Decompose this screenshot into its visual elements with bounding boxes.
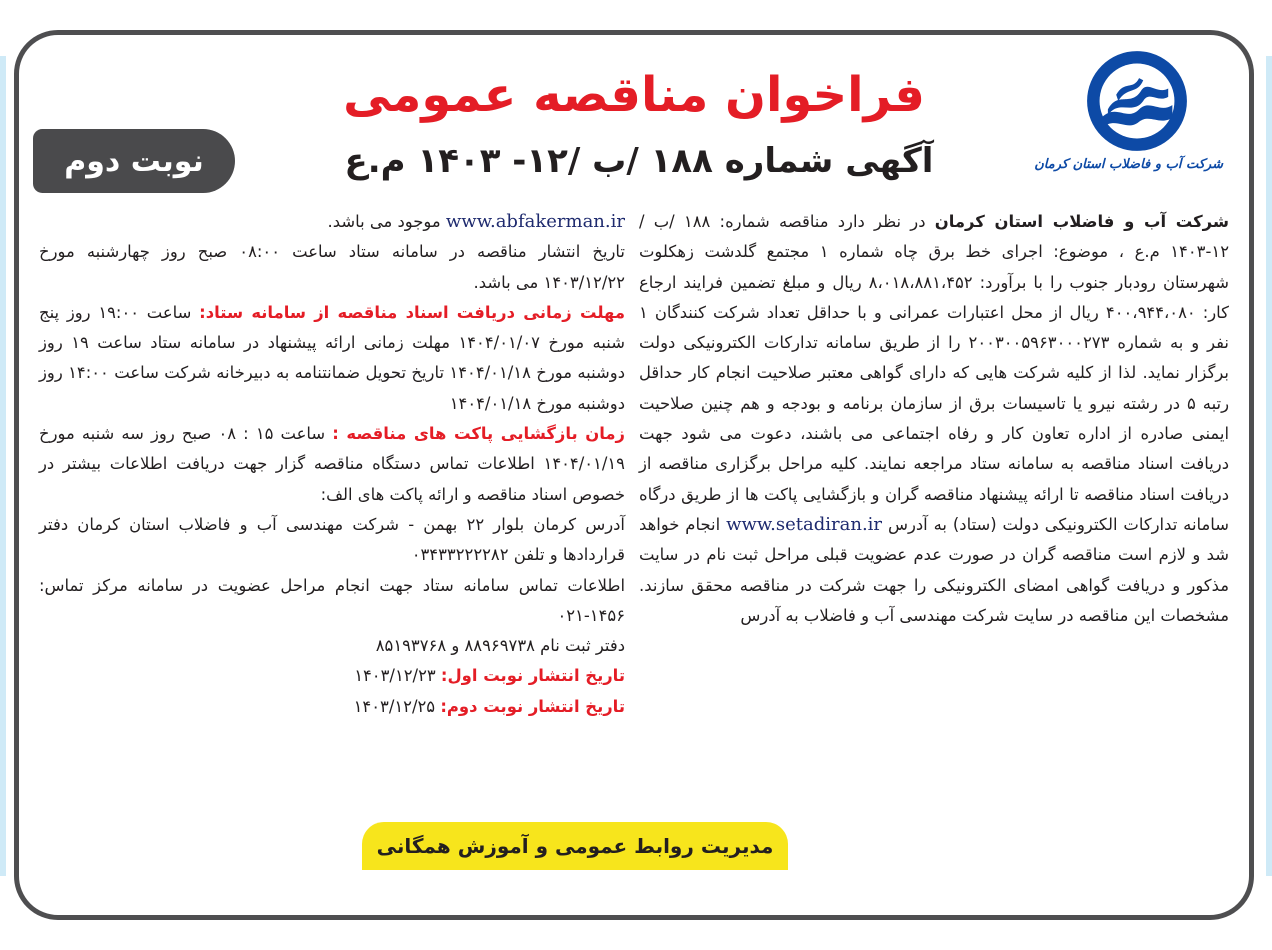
second-publication-badge: نوبت دوم: [33, 129, 235, 193]
tender-notice-card: [14, 30, 1254, 920]
deadline-text: ساعت ۱۹:۰۰ روز پنج شنبه مورخ ۱۴۰۴/۰۱/۰۷ مهلت زمانی ارائه پیشنهاد در سامانه ستاد ساعت ۱۹ روز دوشنبه مورخ ۱۴۰۴/۰۱/۱۸ تاریخ تحویل ضمانتنامه به دبیرخانه شرکت ساعت ۱۴:۰۰ روز دوشنبه مورخ ۱۴۰۴/۰۱/۱۸: [39, 302, 626, 413]
top-margin: [0, 0, 1272, 8]
abfakerman-link[interactable]: www.abfakerman.ir: [445, 211, 625, 232]
tender-requirements: انجام خواهد شد و لازم است مناقصه گران در صورت عدم عضویت قبلی مراحل ثبت نام در سایت مذکور و دریافت گواهی امضای الکترونیکی را جهت شرکت در مناقصه محقق سازند. مشخصات این مناقصه در سایت شرکت مهندسی آب و فاضلاب به آدرس: [639, 514, 1229, 625]
website-line: [39, 207, 625, 237]
second-publication: [39, 692, 625, 722]
first-publication-date: ۱۴۰۳/۱۲/۲۳: [354, 666, 436, 686]
address-info: آدرس کرمان بلوار ۲۲ بهمن - شرکت مهندسی آب و فاضلاب استان کرمان دفتر قراردادها و تلفن ۰۳۴۳۳۲۲۲۲۸۲: [39, 514, 625, 565]
setadiran-link[interactable]: www.setadiran.ir: [726, 513, 883, 535]
opening-text: ساعت ۱۵ : ۰۸ صبح روز سه شنبه مورخ ۱۴۰۴/۰۱/۱۹ اطلاعات تماس دستگاه مناقصه گزار جهت دریافت اطلاعات بیشتر در خصوص اسناد مناقصه و ارائه پاکت های الف:: [39, 424, 625, 504]
first-publication-label: تاریخ انتشار نوبت اول:: [440, 666, 625, 686]
company-name: شرکت آب و فاضلاب استان کرمان: [934, 212, 1229, 231]
notice-number: آگهی شماره ۱۸۸ /ب /۱۲- ۱۴۰۳ م.ع: [344, 141, 934, 181]
main-paragraph: [639, 207, 1229, 631]
opening-label: زمان بازگشایی پاکت های مناقصه :: [332, 424, 625, 444]
left-side-band: [0, 56, 6, 876]
left-text-column: [39, 207, 625, 722]
opening-section: [39, 419, 625, 510]
registration-info: دفتر ثبت نام ۸۸۹۶۹۷۳۸ و ۸۵۱۹۳۷۶۸: [375, 636, 625, 656]
website-line-text: موجود می باشد.: [327, 212, 441, 231]
page-title: فراخوان مناقصه عمومی: [343, 67, 925, 123]
deadline-section: [39, 298, 625, 419]
publish-info: تاریخ انتشار مناقصه در سامانه ستاد ساعت ۰۸:۰۰ صبح روز چهارشنبه مورخ ۱۴۰۳/۱۲/۲۲ می باشد.: [39, 242, 625, 292]
second-publication-label: تاریخ انتشار نوبت دوم:: [440, 696, 625, 716]
right-text-column: [639, 207, 1229, 631]
deadline-label: مهلت زمانی دریافت اسناد مناقصه از سامانه ستاد:: [199, 302, 625, 322]
footer-department: مدیریت روابط عمومی و آموزش همگانی: [362, 822, 788, 870]
second-publication-date: ۱۴۰۳/۱۲/۲۵: [353, 696, 436, 716]
tender-description: در نظر دارد مناقصه شماره: ۱۸۸ /ب /۱۲-۱۴۰۳ م.ع ، موضوع: اجرای خط برق چاه شماره ۱ مجتمع گلدشت زهکلوت شهرستان رودبار جنوب را با برآورد: ۸،۰۱۸،۸۸۱،۴۵۲ ریال و مبلغ تضمین فرایند ارجاع کار: ۴۰۰،۹۴۴،۰۸۰ ریال از محل اعتبارات عمرانی و با حداقل تعداد شرکت کنندگان ۱ نفر و به شماره ۲۰۰۳۰۰۵۹۶۳۰۰۰۲۷۳ را از طریق سامانه تدارکات الکترونیکی دولت برگزار نماید. لذا از کلیه شرکت هایی که دارای گواهی معتبر صلاحیت انجام کار حداقل رتبه ۵ در رشته نیرو یا تاسیسات برق از سازمان برنامه و بودجه و هم چنین صلاحیت ایمنی صادره از اداره تعاون کار و رفاه اجتماعی می باشند، دعوت می شود جهت دریافت اسناد مناقصه به سامانه ستاد مراجعه نمایند. کلیه مراحل برگزاری مناقصه از دریافت اسناد مناقصه تا ارائه پیشنهاد مناقصه گران و بازگشایی پاکت ها از طریق درگاه سامانه تدارکات الکترونیکی دولت (ستاد) به آدرس: [639, 212, 1230, 534]
right-side-band: [1266, 56, 1272, 876]
logo-caption: شرکت آب و فاضلاب استان کرمان: [1034, 157, 1223, 172]
first-publication: [39, 661, 625, 691]
contact-info: اطلاعات تماس سامانه ستاد جهت انجام مراحل عضویت در سامانه مرکز تماس: ۱۴۵۶-۰۲۱: [39, 575, 625, 625]
